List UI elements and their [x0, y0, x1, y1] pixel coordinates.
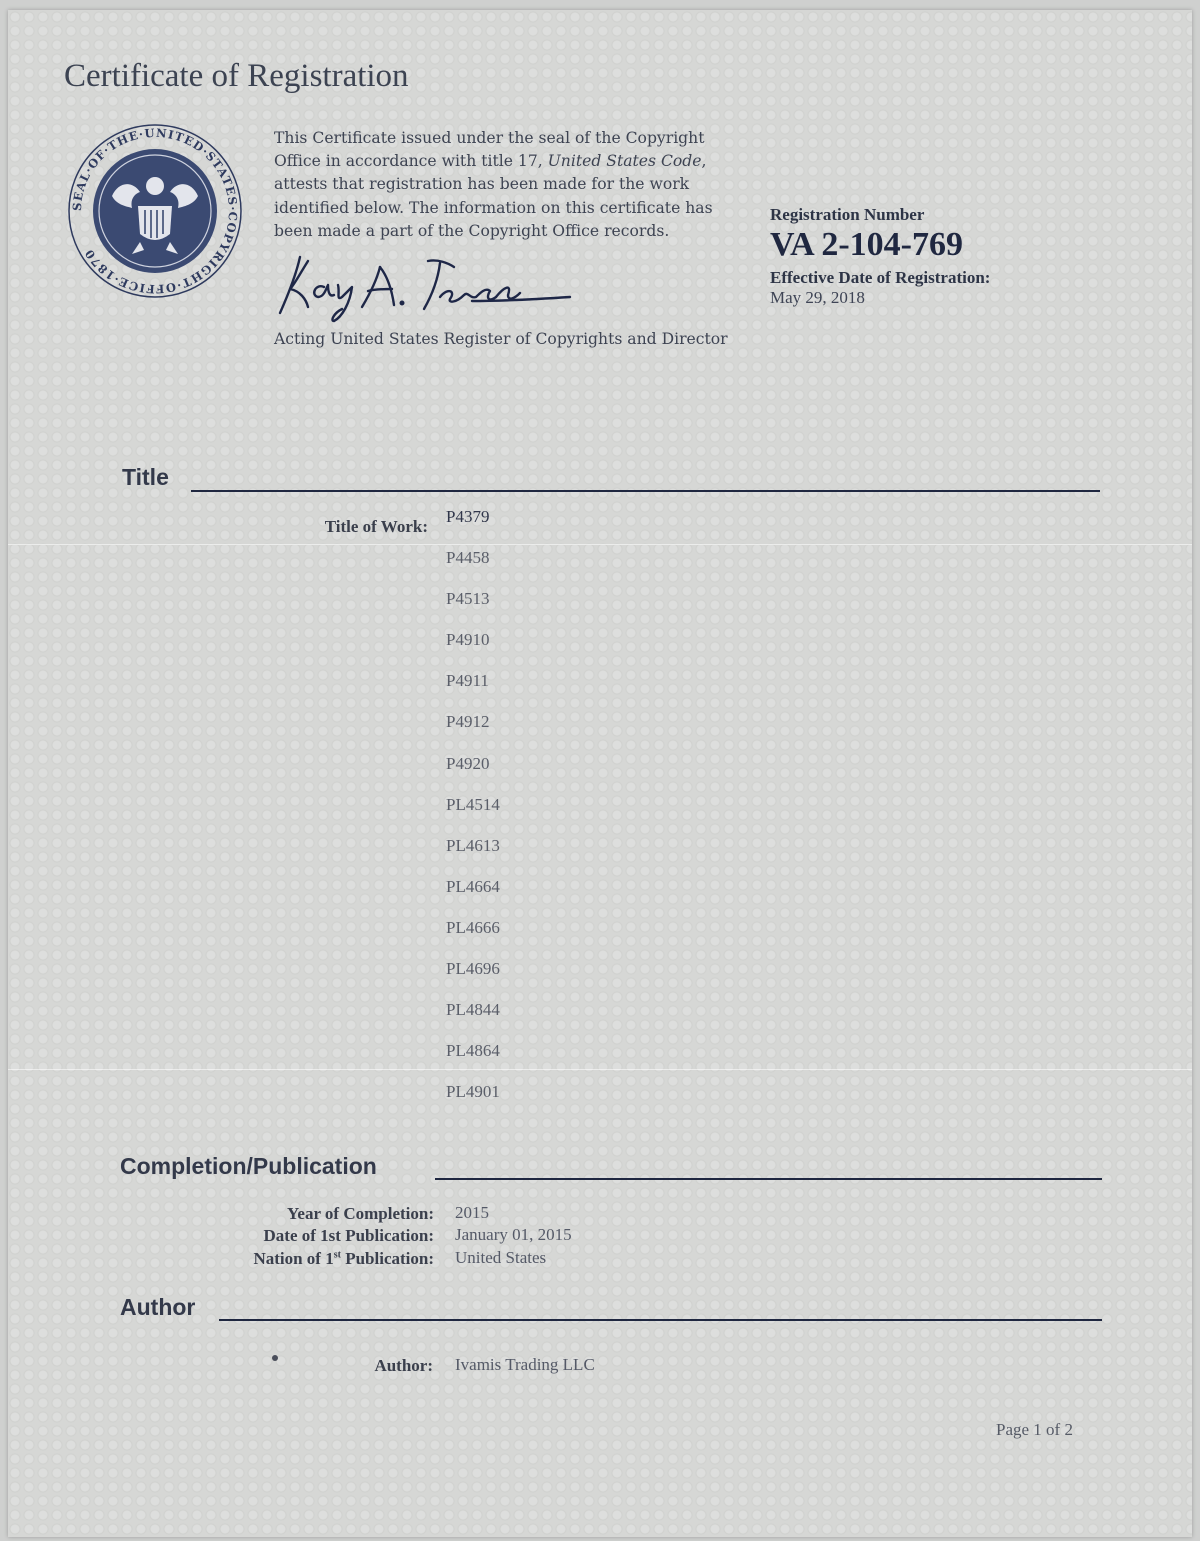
work-title: PL4696	[446, 959, 500, 979]
first-publication-date: January 01, 2015	[455, 1225, 572, 1244]
title-section-heading: Title	[122, 464, 169, 490]
registration-number-label: Registration Number	[770, 205, 925, 224]
work-title: P4458	[446, 548, 490, 568]
fold-line	[8, 544, 1192, 545]
signer-title: Acting United States Register of Copyrights and Director	[274, 330, 728, 348]
work-title: PL4514	[446, 794, 500, 814]
fold-line	[8, 1069, 1192, 1070]
page-number: Page 1 of 2	[996, 1420, 1073, 1439]
work-title: PL4664	[446, 876, 500, 896]
work-title: PL4901	[446, 1082, 500, 1102]
work-title: P4513	[446, 589, 490, 609]
work-title: P4912	[446, 712, 490, 732]
certificate-title: Certificate of Registration	[64, 58, 409, 94]
certificate-intro: This Certificate issued under the seal of the Copyright Office in accordance with title 17, United States Code, attests that registration has been made for the work identified below. The information on this certificate has been made a part of the Copyright Office records.	[274, 129, 713, 240]
first-publication-nation: United States	[455, 1248, 547, 1267]
work-title: P4910	[446, 630, 490, 650]
author-name: Ivamis Trading LLC	[455, 1355, 595, 1374]
svg-text:SEAL·OF·THE·UNITED·STATES·COPY: SEAL·OF·THE·UNITED·STATES·COPYRIGHT·OFFICE·1870	[69, 125, 241, 297]
work-title: P4920	[446, 753, 490, 773]
copyright-office-seal-icon	[66, 122, 244, 300]
registration-number: VA 2-104-769	[770, 226, 963, 263]
year-of-completion-label: Year of Completion:	[287, 1204, 434, 1223]
effective-date: May 29, 2018	[770, 288, 865, 307]
author-bullet	[272, 1355, 278, 1361]
title-of-work-list	[446, 505, 500, 1121]
author-label: Author:	[374, 1356, 433, 1375]
completion-section-rule	[435, 1178, 1102, 1180]
work-title: PL4864	[446, 1041, 500, 1061]
completion-section-heading: Completion/Publication	[120, 1153, 377, 1179]
first-publication-nation-label: Nation of 1st Publication:	[253, 1249, 434, 1268]
work-title: PL4844	[446, 1000, 500, 1020]
author-section-heading: Author	[120, 1294, 196, 1320]
work-title: PL4613	[446, 835, 500, 855]
director-signature	[272, 247, 572, 327]
title-section-rule	[191, 490, 1100, 492]
first-publication-date-label: Date of 1st Publication:	[263, 1226, 434, 1245]
title-of-work-label: Title of Work:	[324, 517, 428, 536]
work-title: P4379	[446, 507, 490, 526]
author-section-rule	[219, 1319, 1102, 1321]
work-title: PL4666	[446, 917, 500, 937]
year-of-completion: 2015	[455, 1203, 489, 1222]
effective-date-label: Effective Date of Registration:	[770, 268, 991, 287]
work-title: P4911	[446, 671, 489, 691]
